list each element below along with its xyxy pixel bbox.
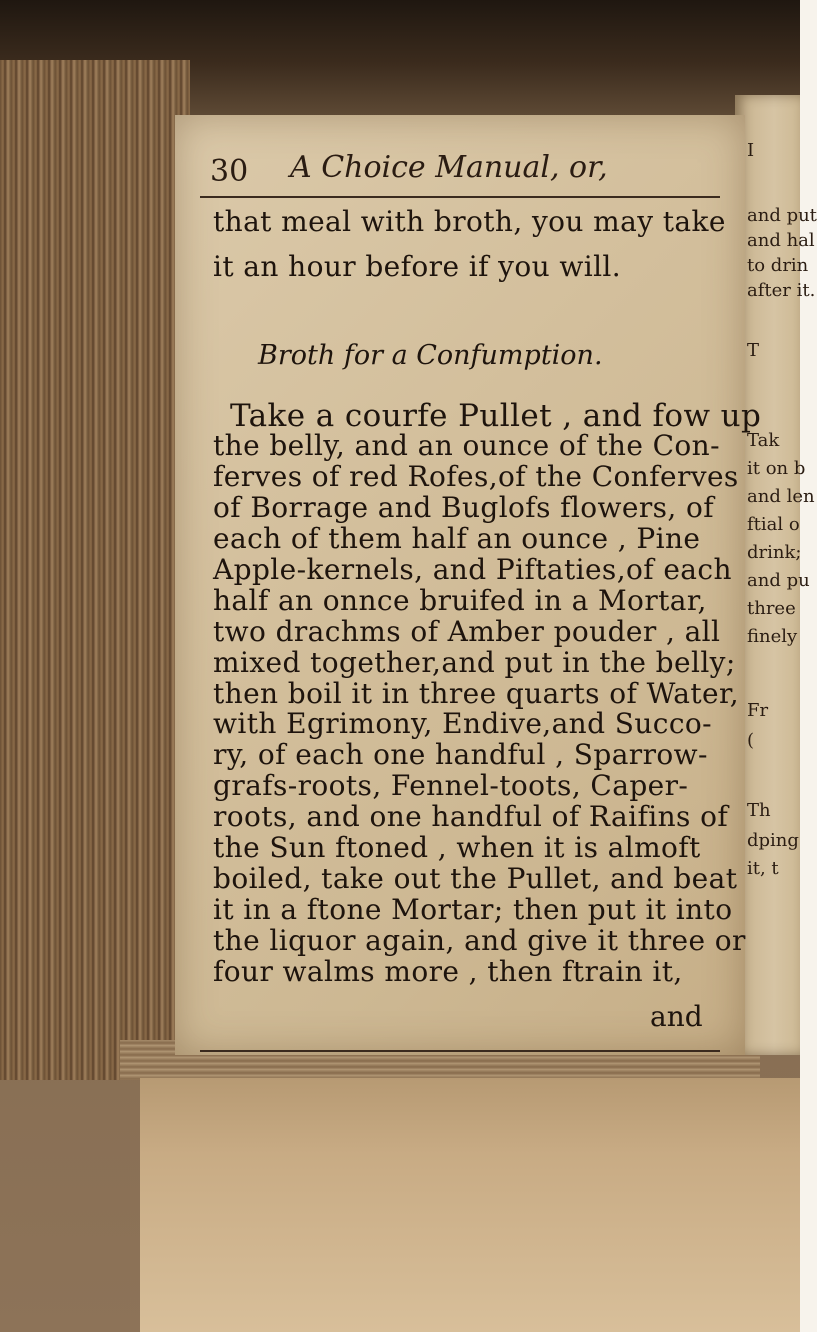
facing-page-fragment: Tak xyxy=(747,430,780,451)
recipe-heading: Broth for a Confumption. xyxy=(258,340,603,371)
running-title: A Choice Manual, or, xyxy=(290,150,608,185)
facing-page-fragment: and hal xyxy=(747,230,815,251)
facing-page-fragment: ( xyxy=(747,730,755,751)
running-head xyxy=(210,140,720,190)
head-rule xyxy=(200,196,720,198)
body-line: roots, and one handful of Raifins of xyxy=(213,800,729,833)
body-line: mixed together,and put in the belly; xyxy=(213,646,736,679)
facing-page-fragment: it, t xyxy=(747,858,779,879)
body-line: Apple-kernels, and Piftaties,of each xyxy=(213,553,732,586)
facing-page-fragment: Th xyxy=(747,800,771,821)
facing-page-fragment: and len xyxy=(747,486,815,507)
facing-page-fragment: it on b xyxy=(747,458,806,479)
body-line: then boil it in three quarts of Water, xyxy=(213,677,740,710)
body-line: with Egrimony, Endive,and Succo- xyxy=(213,707,713,740)
facing-page-fragment: three xyxy=(747,598,796,619)
facing-page-fragment: T xyxy=(747,340,760,361)
facing-page-fragment: ftial o xyxy=(747,514,800,535)
body-line: each of them half an ounce , Pine xyxy=(213,522,701,555)
body-line: it in a ftone Mortar; then put it into xyxy=(213,893,733,926)
body-line: the liquor again, and give it three or xyxy=(213,924,746,957)
facing-page-fragment: and pu xyxy=(747,570,810,591)
body-line: two drachms of Amber pouder , all xyxy=(213,615,721,648)
page-number: 30 xyxy=(210,154,249,189)
book-lower-area xyxy=(140,1078,800,1332)
facing-page-fragment: dping xyxy=(747,830,799,851)
body-line: of Borrage and Buglofs flowers, of xyxy=(213,491,715,524)
body-line: the belly, and an ounce of the Con- xyxy=(213,429,720,462)
body-line: Take a courfe Pullet , and fow up xyxy=(230,398,762,434)
foot-rule xyxy=(200,1050,720,1052)
intro-line: that meal with broth, you may take xyxy=(213,205,726,238)
body-line: grafs-roots, Fennel-toots, Caper- xyxy=(213,769,689,802)
facing-page-fragment: after it. xyxy=(747,280,816,301)
facing-page-fragment: and put xyxy=(747,205,817,226)
page-edges-left xyxy=(0,60,190,1080)
body-line: four walms more , then ftrain it, xyxy=(213,955,683,988)
facing-page-fragment: Fr xyxy=(747,700,769,721)
intro-line: it an hour before if you will. xyxy=(213,250,622,283)
body-line: boiled, take out the Pullet, and beat xyxy=(213,862,738,895)
body-line: ry, of each one handful , Sparrow- xyxy=(213,738,708,771)
facing-page-fragment: finely xyxy=(747,626,798,647)
body-line: the Sun ftoned , when it is almoft xyxy=(213,831,701,864)
facing-page-fragment: to drin xyxy=(747,255,809,276)
facing-page-fragment: drink; xyxy=(747,542,802,563)
body-line: half an onnce bruifed in a Mortar, xyxy=(213,584,707,617)
catchword: and xyxy=(650,1000,703,1033)
facing-page-fragment: I xyxy=(747,140,755,161)
body-line: ferves of red Rofes,of the Conferves xyxy=(213,460,739,493)
